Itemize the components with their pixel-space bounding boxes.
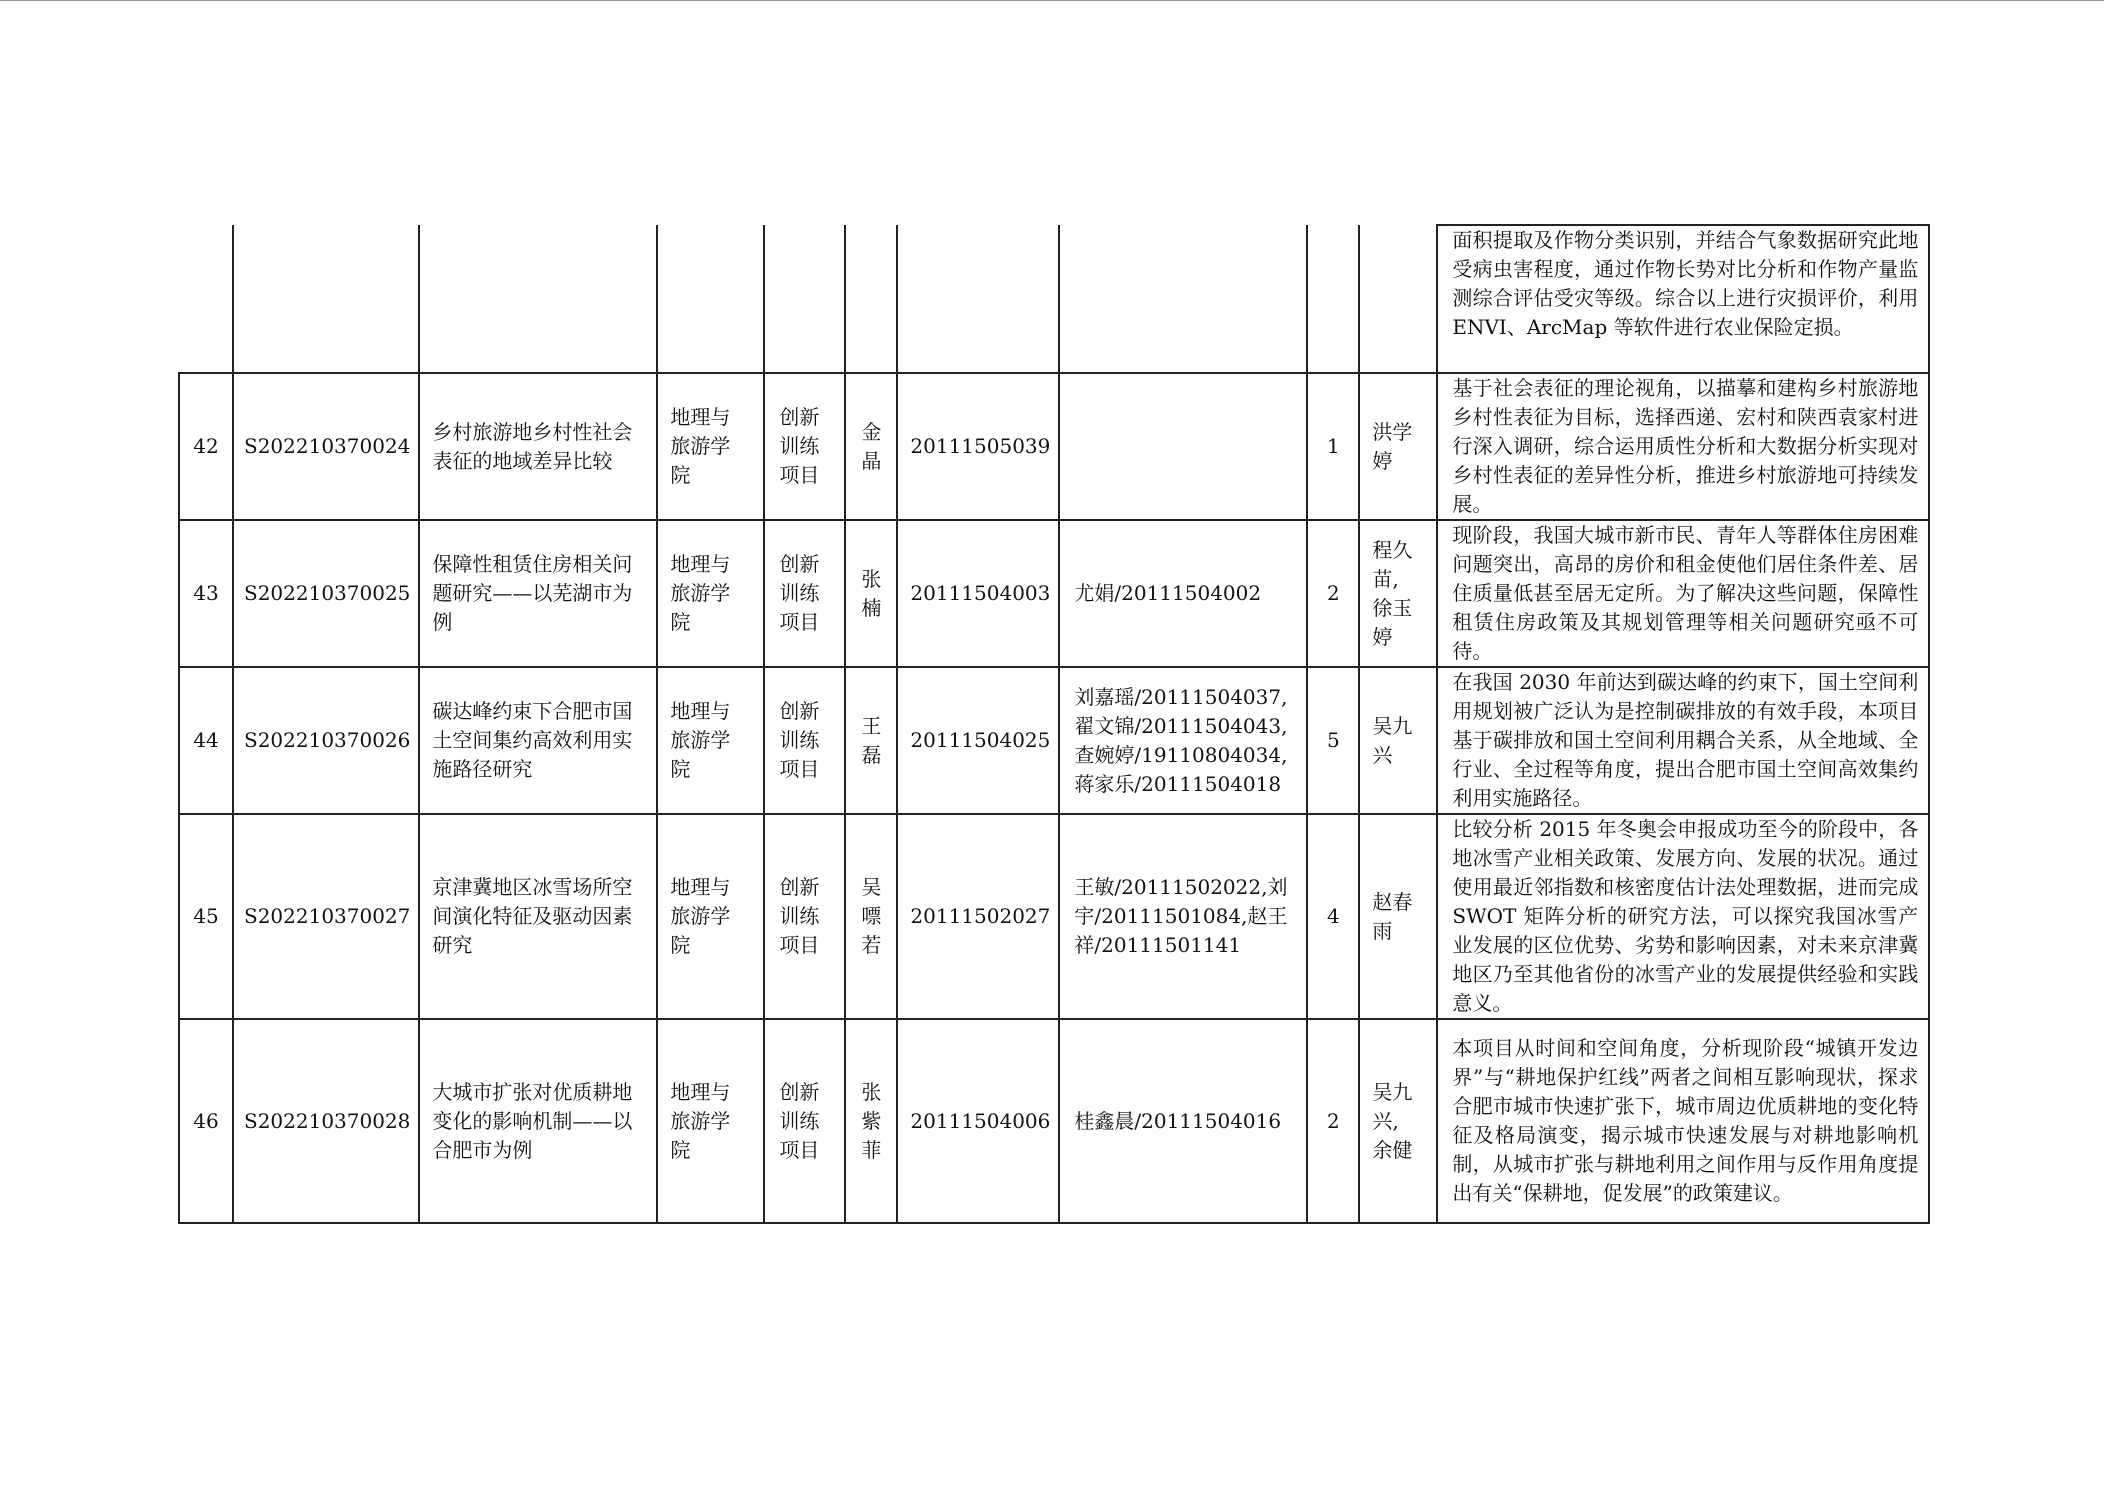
project-title: 碳达峰约束下合肥市国土空间集约高效利用实施路径研究 xyxy=(419,667,657,814)
project-code: S202210370024 xyxy=(233,373,419,520)
row-number: 42 xyxy=(179,373,233,520)
leader-name: 吴 嘌 若 xyxy=(845,814,897,1019)
leader-student-id: 20111504006 xyxy=(897,1019,1059,1223)
college-name: 地理与 旅游学 院 xyxy=(657,520,764,667)
leader-student-id: 20111502027 xyxy=(897,814,1059,1019)
description-cell: 在我国 2030 年前达到碳达峰的约束下，国土空间利用规划被广泛认为是控制碳排放的有效手段，本项目基于碳排放和国土空间利用耦合关系，从全地域、全行业、全过程等角度，提出合肥市国土空间高效集约利用实施路径。 xyxy=(1437,667,1929,814)
project-table xyxy=(178,224,1930,1224)
project-type: 创新 训练 项目 xyxy=(764,373,845,520)
leader-name: 张 楠 xyxy=(845,520,897,667)
description-cell: 基于社会表征的理论视角，以描摹和建构乡村旅游地乡村性表征为目标，选择西递、宏村和陕西袁家村进行深入调研，综合运用质性分析和大数据分析实现对乡村性表征的差异性分析，推进乡村旅游地可持续发展。 xyxy=(1437,373,1929,520)
member-count: 4 xyxy=(1307,814,1359,1019)
table-row xyxy=(179,373,1929,520)
project-type: 创新 训练 项目 xyxy=(764,814,845,1019)
college-name: 地理与 旅游学 院 xyxy=(657,814,764,1019)
table-row-continuation xyxy=(179,225,1929,373)
page-top-rule xyxy=(0,0,2104,1)
project-type: 创新 训练 项目 xyxy=(764,1019,845,1223)
table-row xyxy=(179,520,1929,667)
members-list xyxy=(1059,373,1307,520)
advisor-name: 吴九 兴, 余健 xyxy=(1359,1019,1437,1223)
project-code: S202210370025 xyxy=(233,520,419,667)
college-name: 地理与 旅游学 院 xyxy=(657,667,764,814)
advisor-name: 程久 苗, 徐玉 婷 xyxy=(1359,520,1437,667)
members-list: 尤娟/20111504002 xyxy=(1059,520,1307,667)
description-cell: 面积提取及作物分类识别，并结合气象数据研究此地受病虫害程度，通过作物长势对比分析和作物产量监测综合评估受灾等级。综合以上进行灾损评价，利用 ENVI、ArcMap 等软件进行农业保险定损。 xyxy=(1437,225,1929,373)
leader-name: 张 紫 菲 xyxy=(845,1019,897,1223)
college-name: 地理与 旅游学 院 xyxy=(657,1019,764,1223)
member-count: 1 xyxy=(1307,373,1359,520)
project-code: S202210370028 xyxy=(233,1019,419,1223)
project-code: S202210370026 xyxy=(233,667,419,814)
member-count: 2 xyxy=(1307,520,1359,667)
member-count: 5 xyxy=(1307,667,1359,814)
leader-student-id: 20111504025 xyxy=(897,667,1059,814)
project-title: 乡村旅游地乡村性社会表征的地域差异比较 xyxy=(419,373,657,520)
project-title: 保障性租赁住房相关问题研究——以芜湖市为例 xyxy=(419,520,657,667)
project-title: 京津冀地区冰雪场所空间演化特征及驱动因素研究 xyxy=(419,814,657,1019)
project-title: 大城市扩张对优质耕地变化的影响机制——以合肥市为例 xyxy=(419,1019,657,1223)
members-list: 桂鑫晨/20111504016 xyxy=(1059,1019,1307,1223)
table-row xyxy=(179,1019,1929,1223)
project-type: 创新 训练 项目 xyxy=(764,667,845,814)
project-code: S202210370027 xyxy=(233,814,419,1019)
advisor-name: 赵春 雨 xyxy=(1359,814,1437,1019)
project-type: 创新 训练 项目 xyxy=(764,520,845,667)
leader-student-id: 20111504003 xyxy=(897,520,1059,667)
college-name: 地理与 旅游学 院 xyxy=(657,373,764,520)
description-cell: 本项目从时间和空间角度，分析现阶段“城镇开发边界”与“耕地保护红线”两者之间相互影响现状，探求合肥市城市快速扩张下，城市周边优质耕地的变化特征及格局演变，揭示城市快速发展与对耕地影响机制，从城市扩张与耕地利用之间作用与反作用角度提出有关“保耕地，促发展”的政策建议。 xyxy=(1437,1019,1929,1223)
leader-name: 金 晶 xyxy=(845,373,897,520)
row-number: 46 xyxy=(179,1019,233,1223)
description-cell: 比较分析 2015 年冬奥会申报成功至今的阶段中，各地冰雪产业相关政策、发展方向、发展的状况。通过使用最近邻指数和核密度估计法处理数据，进而完成 SWOT 矩阵分析的研究方法，可以探究我国冰雪产业发展的区位优势、劣势和影响因素，对未来京津冀地区乃至其他省份的冰雪产业的发展提供经验和实践意义。 xyxy=(1437,814,1929,1019)
table-row xyxy=(179,814,1929,1019)
table-row xyxy=(179,667,1929,814)
row-number: 44 xyxy=(179,667,233,814)
advisor-name: 吴九 兴 xyxy=(1359,667,1437,814)
leader-student-id: 20111505039 xyxy=(897,373,1059,520)
members-list: 王敏/20111502022,刘宇/20111501084,赵王祥/20111501141 xyxy=(1059,814,1307,1019)
row-number: 45 xyxy=(179,814,233,1019)
row-number: 43 xyxy=(179,520,233,667)
members-list: 刘嘉瑶/20111504037, 翟文锦/20111504043, 查婉婷/19110804034, 蒋家乐/20111504018 xyxy=(1059,667,1307,814)
leader-name: 王 磊 xyxy=(845,667,897,814)
member-count: 2 xyxy=(1307,1019,1359,1223)
description-cell: 现阶段，我国大城市新市民、青年人等群体住房困难问题突出，高昂的房价和租金使他们居住条件差、居住质量低甚至居无定所。为了解决这些问题，保障性租赁住房政策及其规划管理等相关问题研究亟不可待。 xyxy=(1437,520,1929,667)
advisor-name: 洪学 婷 xyxy=(1359,373,1437,520)
